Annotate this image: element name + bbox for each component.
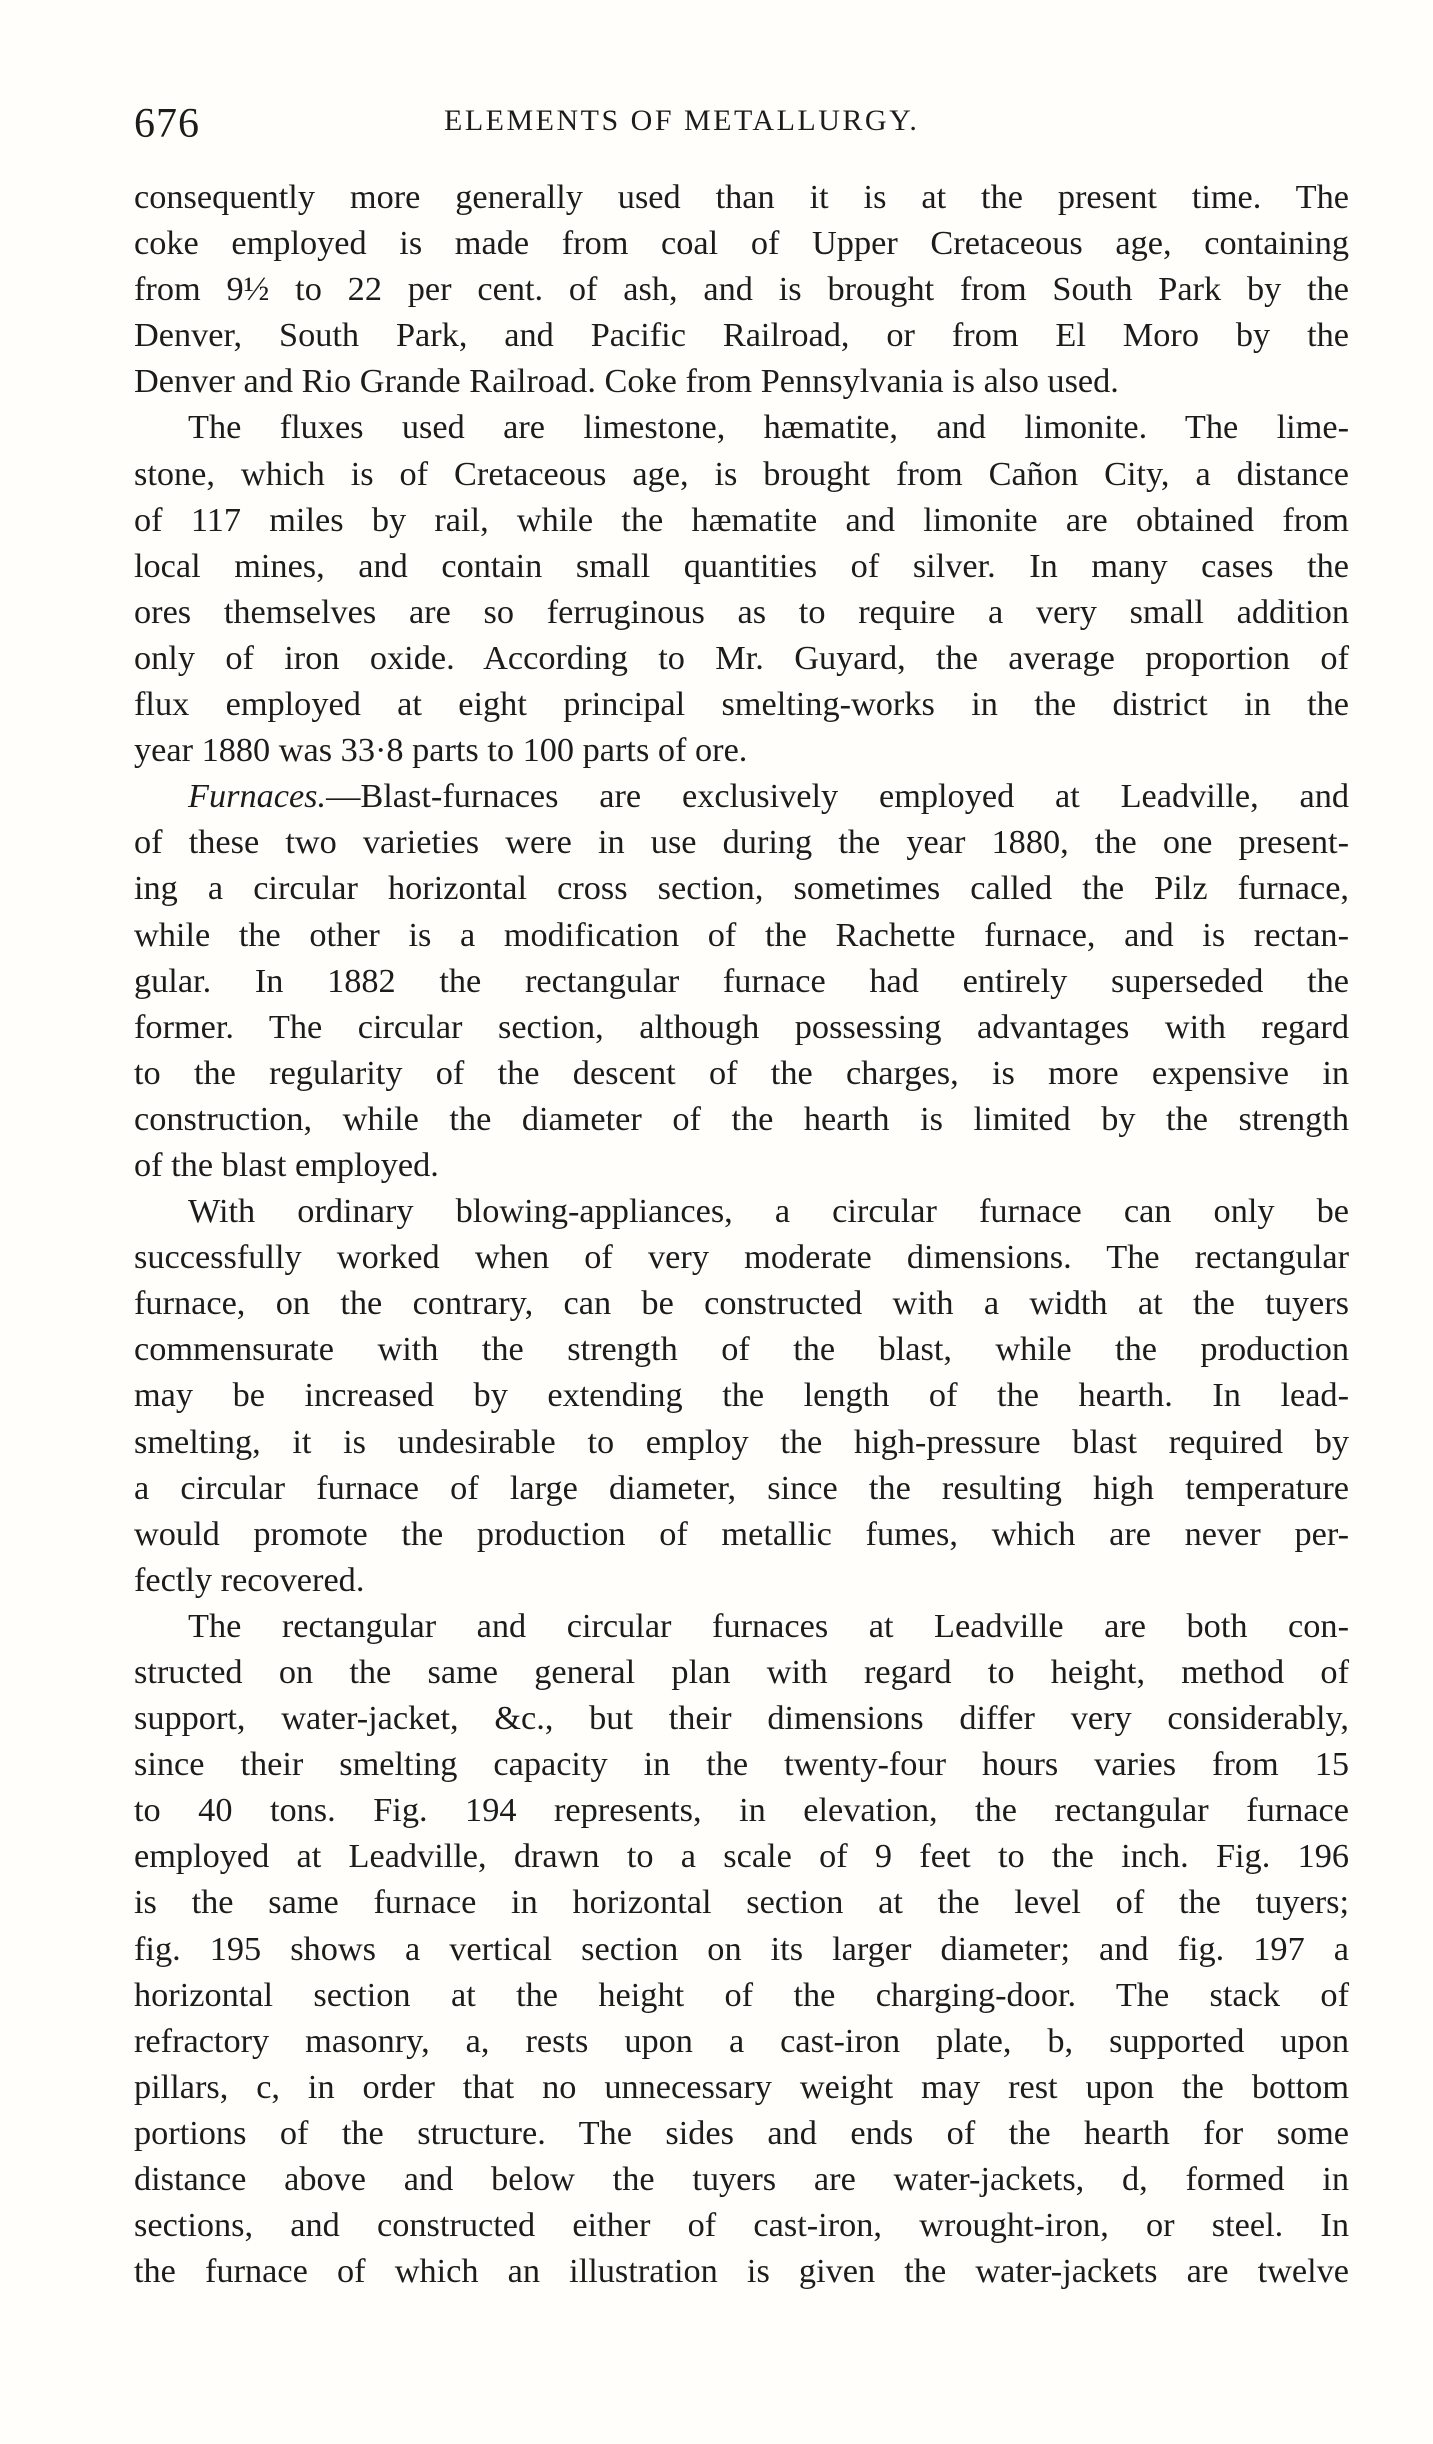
text-line: commensurate with the strength of the blast, while the production [134, 1330, 1349, 1369]
text-line: would promote the production of metallic fumes, which are never per- [134, 1514, 1349, 1553]
text-line: ing a circular horizontal cross section, sometimes called the Pilz furnace, [134, 869, 1349, 908]
text-line: structed on the same general plan with regard to height, method of [134, 1653, 1349, 1691]
text-line: sections, and constructed either of cast-iron, wrought-iron, or steel. In [134, 2206, 1349, 2245]
text-line: successfully worked when of very moderate dimensions. The rectangular [134, 1238, 1349, 1277]
text-line: flux employed at eight principal smelting-works in the district in the [134, 685, 1349, 724]
text-line: support, water-jacket, &c., but their dimensions differ very considerably, [134, 1699, 1349, 1738]
text-line: gular. In 1882 the rectangular furnace had entirely superseded the [134, 961, 1349, 1000]
page-header [134, 100, 1349, 160]
paragraph [134, 1603, 1349, 2294]
text-line: a circular furnace of large diameter, since the resulting high temperature [134, 1468, 1349, 1507]
paragraph [134, 1188, 1349, 1603]
text-line: of the blast employed. [134, 1145, 439, 1184]
text-line: year 1880 was 33·8 parts to 100 parts of ore. [134, 731, 748, 770]
text-line: refractory masonry, a, rests upon a cast-iron plate, b, supported upon [134, 2021, 1349, 2060]
text-line-content: With ordinary blowing-appliances, a circular furnace can only be [188, 1192, 1349, 1231]
text-line: consequently more generally used than it is at the present time. The [134, 178, 1349, 216]
body-text [134, 174, 1349, 2294]
page-number: 676 [134, 101, 200, 147]
text-line: fig. 195 shows a vertical section on its larger diameter; and fig. 197 a [134, 1929, 1349, 1968]
text-line: portions of the structure. The sides and ends of the hearth for some [134, 2113, 1349, 2152]
text-line: since their smelting capacity in the twenty-four hours varies from 15 [134, 1745, 1349, 1784]
text-line: from 9½ to 22 per cent. of ash, and is brought from South Park by the [134, 270, 1349, 309]
text-line: only of iron oxide. According to Mr. Guyard, the average proportion of [134, 638, 1349, 677]
text-line [134, 404, 1349, 450]
text-line: the furnace of which an illustration is given the water-jackets are twelve [134, 2252, 1349, 2291]
text-line: employed at Leadville, drawn to a scale of 9 feet to the inch. Fig. 196 [134, 1837, 1349, 1876]
text-line: is the same furnace in horizontal section at the level of the tuyers; [134, 1883, 1349, 1922]
text-line: of these two varieties were in use during the year 1880, the one present- [134, 823, 1349, 862]
text-line-content: The fluxes used are limestone, hæmatite, and limonite. The lime- [188, 408, 1349, 447]
text-line-content: The rectangular and circular furnaces at Leadville are both con- [188, 1606, 1349, 1645]
text-line: Denver and Rio Grande Railroad. Coke from Pennsylvania is also used. [134, 362, 1119, 401]
run-in-heading: Furnaces. [188, 777, 327, 816]
paragraph [134, 773, 1349, 1188]
text-line [134, 773, 1349, 819]
text-line: stone, which is of Cretaceous age, is brought from Cañon City, a distance [134, 454, 1349, 493]
paragraph [134, 174, 1349, 404]
text-line: furnace, on the contrary, can be constructed with a width at the tuyers [134, 1284, 1349, 1323]
text-line: ores themselves are so ferruginous as to require a very small addition [134, 592, 1349, 631]
text-line: coke employed is made from coal of Upper Cretaceous age, containing [134, 224, 1349, 263]
text-line: pillars, c, in order that no unnecessary weight may rest upon the bottom [134, 2067, 1349, 2106]
running-title: ELEMENTS OF METALLURGY. [444, 104, 920, 137]
text-line: local mines, and contain small quantities of silver. In many cases the [134, 546, 1349, 585]
text-line [134, 1188, 1349, 1234]
paragraph [134, 404, 1349, 773]
text-line [134, 1603, 1349, 1649]
text-line: construction, while the diameter of the hearth is limited by the strength [134, 1099, 1349, 1138]
text-line: smelting, it is undesirable to employ the high-pressure blast required by [134, 1422, 1349, 1461]
text-line: of 117 miles by rail, while the hæmatite and limonite are obtained from [134, 500, 1349, 539]
text-line: Denver, South Park, and Pacific Railroad, or from El Moro by the [134, 316, 1349, 355]
text-line: distance above and below the tuyers are water-jackets, d, formed in [134, 2160, 1349, 2199]
text-line: to 40 tons. Fig. 194 represents, in elevation, the rectangular furnace [134, 1791, 1349, 1830]
text-line: horizontal section at the height of the charging-door. The stack of [134, 1975, 1349, 2014]
text-line: while the other is a modification of the Rachette furnace, and is rectan- [134, 915, 1349, 954]
text-line: former. The circular section, although possessing advantages with regard [134, 1007, 1349, 1046]
text-line: may be increased by extending the length of the hearth. In lead- [134, 1376, 1349, 1415]
text-line: fectly recovered. [134, 1560, 365, 1599]
text-line-content: —Blast-furnaces are exclusively employed at Leadville, and [326, 777, 1349, 816]
text-line: to the regularity of the descent of the charges, is more expensive in [134, 1053, 1349, 1092]
